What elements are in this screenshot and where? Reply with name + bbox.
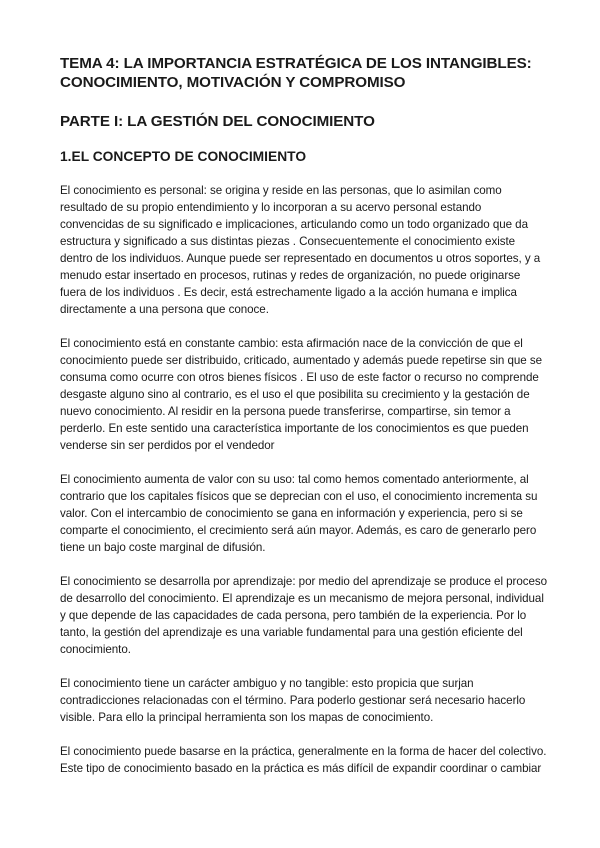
section-title: 1.EL CONCEPTO DE CONOCIMIENTO — [60, 149, 307, 164]
document-title: TEMA 4: LA IMPORTANCIA ESTRATÉGICA DE LOS INTANGIBLES: CONOCIMIENTO, MOTIVACIÓN Y COMPROMISO — [60, 55, 532, 91]
part-title: PARTE I: LA GESTIÓN DEL CONOCIMIENTO — [60, 113, 375, 130]
paragraph-ambiguous: El conocimiento tiene un carácter ambiguo y no tangible: esto propicia que surjan contradicciones relacionadas con el término. Para poderlo gestionar será necesario hacerlo visible. Para ello la principal herramienta son los mapas de conocimiento. — [60, 677, 526, 724]
paragraph-value-with-use: El conocimiento aumenta de valor con su uso: tal como hemos comentado anteriormente, al contrario que los capitales físicos que se deprecian con el uso, el conocimiento incrementa su valor. Con el intercambio de conocimiento se gana en información y experiencia, pero si se comparte el conocimiento, el crecimiento será aún mayor. Además, es caro de generarlo pero tiene un bajo coste marginal de difusión. — [60, 473, 538, 554]
paragraph-learning: El conocimiento se desarrolla por aprendizaje: por medio del aprendizaje se produce el proceso de desarrollo del conocimiento. El aprendizaje es un mecanismo de mejora personal, individual y que depende de las capacidades de cada persona, pero también de la experiencia. Por lo tanto, la gestión del aprendizaje es una variable fundamental para una gestión eficiente del conocimiento. — [60, 575, 548, 656]
paragraph-constant-change: El conocimiento está en constante cambio: esta afirmación nace de la convicción de que el conocimiento puede ser distribuido, criticado, aumentado y además puede repetirse sin que se consuma como ocurre con otros bienes físicos . El uso de este factor o recurso no comprende desgaste alguno sino al contrario, es el uso el que posibilita su crecimiento y la gestación de nuevo conocimiento. Al residir en la persona puede transferirse, compartirse, sin temor a perderlo. En este sentido una característica importante de los conocimientos es que pueden venderse sin ser perdidos por el vendedor — [60, 337, 542, 452]
body-text — [60, 182, 548, 777]
paragraph-practice: El conocimiento puede basarse en la práctica, generalmente en la forma de hacer del colectivo. Este tipo de conocimiento basado en la práctica es más difícil de expandir coordinar o cambiar — [60, 745, 547, 775]
document-page — [60, 54, 548, 794]
paragraph-personal: El conocimiento es personal: se origina y reside en las personas, que lo asimilan como resultado de su propio entendimiento y lo incorporan a su acervo personal estando convencidas de su significado e implicaciones, articulando como un todo organizado que da estructura y significado a sus distintas piezas . Consecuentemente el conocimiento existe dentro de los individuos. Aunque puede ser representado en documentos u otros soportes, y a menudo estar insertado en procesos, rutinas y redes de organización, no puede originarse fuera de los individuos . Es decir, está estrechamente ligado a la acción humana e implica directamente a una persona que conoce. — [60, 184, 541, 316]
